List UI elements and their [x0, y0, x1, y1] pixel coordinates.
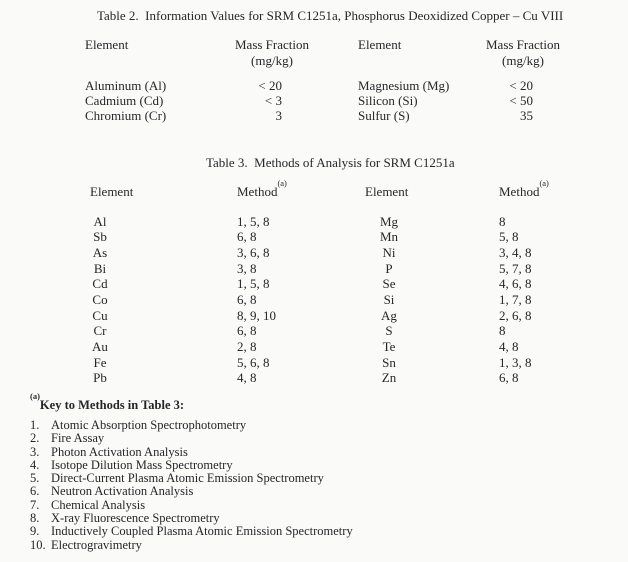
- method-name: Inductively Coupled Plasma Atomic Emission Spectrometry: [51, 524, 353, 539]
- method-name: X-ray Fluorescence Spectrometry: [51, 511, 220, 526]
- table2-header-element-right: Element: [358, 37, 402, 52]
- table3-row: [0, 261, 628, 277]
- method-number: 6.: [30, 484, 40, 499]
- element-name: Cadmium (Cd): [85, 92, 164, 108]
- element-symbol: Pb: [93, 370, 107, 386]
- table3-row: [0, 292, 628, 308]
- element-symbol: Cd: [92, 276, 108, 292]
- element-name: Sulfur (S): [358, 107, 410, 123]
- method-header-label: Method: [499, 184, 540, 199]
- method-name: Atomic Absorption Spectrophotometry: [51, 418, 247, 432]
- element-symbol: Sn: [382, 354, 396, 370]
- method-key-item: [30, 498, 353, 511]
- method-key-item: [30, 511, 353, 524]
- element-symbol: Se: [382, 276, 396, 292]
- table3-row: [0, 245, 628, 261]
- element-symbol: P: [385, 260, 393, 276]
- method-numbers: 2, 6, 8: [499, 307, 532, 323]
- mass-fraction-value: 35: [520, 107, 533, 123]
- table3-row: [0, 370, 628, 386]
- method-numbers: 5, 8: [499, 229, 519, 245]
- method-numbers: 1, 5, 8: [237, 276, 270, 292]
- method-numbers: 3, 8: [237, 260, 257, 276]
- mass-fraction-value: < 50: [509, 92, 533, 108]
- table2-row: [0, 78, 628, 93]
- method-numbers: 8, 9, 10: [237, 307, 276, 323]
- methods-key-list: [30, 418, 353, 551]
- method-name: Direct-Current Plasma Atomic Emission Spectrometry: [51, 471, 324, 486]
- mass-fraction-value: < 20: [509, 77, 533, 93]
- method-numbers: 6, 8: [237, 291, 257, 307]
- method-key-item: [30, 418, 353, 431]
- table2-header-mass-fraction-right: Mass Fraction: [485, 37, 561, 52]
- key-heading-label: Key to Methods in Table 3:: [39, 398, 185, 412]
- table2-header-unit-left: (mg/kg): [251, 52, 293, 68]
- method-header-superscript: (a): [277, 178, 287, 189]
- method-numbers: 1, 5, 8: [237, 213, 270, 229]
- table2-header-mass-fraction-left: Mass Fraction: [234, 37, 310, 52]
- method-number: 10.: [30, 537, 46, 552]
- method-number: 2.: [30, 431, 40, 446]
- method-numbers: 6, 8: [237, 323, 257, 339]
- method-numbers: 2, 8: [237, 339, 257, 354]
- table2-row: [0, 93, 628, 108]
- method-number: 8.: [30, 511, 40, 526]
- method-key-item: [30, 524, 353, 537]
- method-numbers: 4, 8: [237, 370, 257, 386]
- method-name: Chemical Analysis: [51, 497, 146, 512]
- table3-row: [0, 229, 628, 245]
- table2-row: [0, 108, 628, 123]
- method-number: 9.: [30, 524, 40, 539]
- table3-row: [0, 339, 628, 355]
- methods-key-heading: [30, 391, 185, 413]
- method-numbers: 1, 7, 8: [499, 291, 532, 307]
- element-symbol: Fe: [93, 354, 107, 370]
- method-numbers: 8: [499, 323, 506, 339]
- table3-header-method-left: [237, 178, 287, 199]
- element-symbol: Zn: [381, 370, 397, 386]
- element-symbol: Ni: [382, 244, 396, 260]
- method-numbers: 6, 8: [237, 229, 257, 245]
- method-header-superscript: (a): [539, 178, 549, 189]
- method-name: Fire Assay: [51, 431, 105, 446]
- method-numbers: 3, 4, 8: [499, 244, 532, 260]
- element-symbol: Sb: [93, 229, 107, 245]
- element-symbol: Co: [92, 291, 108, 307]
- mass-fraction-value: < 3: [264, 92, 282, 108]
- method-numbers: 1, 3, 8: [499, 354, 532, 370]
- element-symbol: Al: [93, 213, 107, 229]
- element-symbol: Si: [383, 291, 395, 307]
- table3-row: [0, 323, 628, 339]
- method-number: 3.: [30, 444, 40, 459]
- method-key-item: [30, 431, 353, 444]
- table3-header-element-left: Element: [90, 184, 134, 199]
- mass-fraction-value: < 20: [258, 77, 282, 93]
- element-name: Aluminum (Al): [85, 77, 167, 93]
- element-name: Chromium (Cr): [85, 107, 167, 123]
- method-key-item: [30, 538, 353, 551]
- method-numbers: 5, 6, 8: [237, 354, 270, 370]
- method-key-item: [30, 445, 353, 458]
- method-key-item: [30, 471, 353, 484]
- element-symbol: Mg: [379, 213, 399, 229]
- method-numbers: 4, 6, 8: [499, 276, 532, 292]
- table3-body: [0, 214, 628, 387]
- method-numbers: 5, 7, 8: [499, 260, 532, 276]
- element-symbol: As: [92, 244, 108, 260]
- method-number: 4.: [30, 457, 40, 472]
- element-symbol: Bi: [93, 260, 107, 276]
- table3-title: Table 3. Methods of Analysis for SRM C1251a: [206, 155, 455, 170]
- method-header-label: Method: [237, 184, 278, 199]
- mass-fraction-value: 3: [275, 107, 282, 123]
- table3-header-method-right: [499, 178, 549, 199]
- table3-row: [0, 308, 628, 324]
- element-name: Silicon (Si): [358, 92, 418, 108]
- table2-header-element-left: Element: [85, 37, 129, 52]
- element-symbol: Au: [92, 339, 108, 354]
- element-symbol: Cu: [92, 307, 108, 323]
- element-symbol: Cr: [93, 323, 107, 339]
- element-symbol: Te: [382, 339, 396, 354]
- method-numbers: 4, 8: [499, 339, 519, 354]
- method-numbers: 8: [499, 213, 506, 229]
- method-name: Photon Activation Analysis: [51, 444, 188, 459]
- table2-body: [0, 78, 628, 123]
- method-numbers: 3, 6, 8: [237, 244, 270, 260]
- method-key-item: [30, 484, 353, 497]
- method-number: 7.: [30, 497, 40, 512]
- key-heading-superscript: (a): [30, 391, 40, 402]
- method-number: 1.: [30, 418, 40, 432]
- table3-row: [0, 214, 628, 230]
- method-numbers: 6, 8: [499, 370, 519, 386]
- method-name: Isotope Dilution Mass Spectrometry: [51, 457, 233, 472]
- method-name: Electrogravimetry: [51, 537, 142, 552]
- element-symbol: Ag: [381, 307, 397, 323]
- table2-title: Table 2. Information Values for SRM C1251a, Phosphorus Deoxidized Copper – Cu VIII: [97, 8, 564, 23]
- table3-header-element-right: Element: [365, 184, 409, 199]
- method-number: 5.: [30, 471, 40, 486]
- table3-row: [0, 355, 628, 371]
- element-symbol: Mn: [379, 229, 399, 245]
- method-name: Neutron Activation Analysis: [51, 484, 194, 499]
- method-key-item: [30, 458, 353, 471]
- table3-row: [0, 276, 628, 292]
- table2-header-unit-right: (mg/kg): [502, 52, 544, 68]
- element-name: Magnesium (Mg): [358, 77, 450, 93]
- element-symbol: S: [385, 323, 393, 339]
